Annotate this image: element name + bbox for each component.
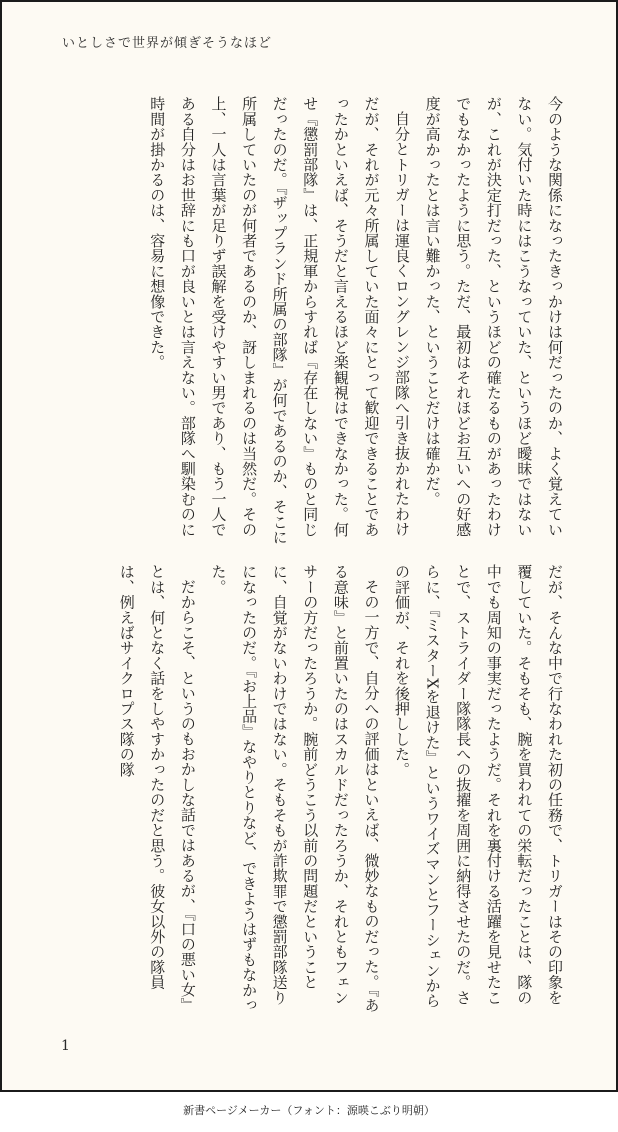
text-block-top bbox=[50, 96, 570, 550]
paragraph: だからこそ、というのもおかしな話ではあるが、『口の悪い女』とは、何となく話をしやすかったのだと思う。彼女以外の隊員は、例えばサイクロプス隊の隊 bbox=[117, 564, 197, 1013]
running-header: いとしさで世界が傾ぎそうなほど bbox=[62, 36, 273, 51]
footer-credit: 新書ページメーカー（フォント：源暎こぶり明朝） bbox=[183, 1104, 435, 1117]
paragraph: 自分とトリガーは運良くロングレンジ部隊へ引き抜かれたわけだが、それが元々所属していた面々にとって歓迎できることであったかといえば、そうだと言えるほど楽観視はできなかった。何せ『懲罰部隊』は、正規軍からすれば『存在しない』ものと同じだったのだ。『ザップランド所属の部隊』が何であるのか、そこに所属していたのが何者であるのか、訝しまれるのは当然だ。その上、一人は言葉が足りず誤解を受けやすい男であり、もう一人である自分はお世辞にも口が良いとは言えない。部隊へ馴染むのに時間が掛かるのは、容易に想像できた。 bbox=[148, 96, 412, 545]
paragraph: 今のような関係になったきっかけは何だったのか、よく覚えていない。気付いた時にはこうなっていた、というほど曖昧ではないが、これが決定打だった、というほどの確たるものがあったわけでもなかったように思う。ただ、最初はそれほどお互いへの好感度が高かったとは言い難かった、ということだけは確かだ。 bbox=[423, 96, 564, 537]
text-block-bottom bbox=[50, 564, 570, 1018]
paragraph: その一方で、自分への評価はといえば、微妙なものだった。『ある意味』と前置いたのはスカルドだったろうか、それともフェンサーの方だったろうか。腕前どうこう以前の問題だということに、自覚がないわけではない。そもそもが詐欺罪で懲罰部隊送りになったのだ。『お上品』なやりとりなど、できようはずもなかった。 bbox=[209, 564, 381, 1013]
paragraph: だが、そんな中で行なわれた初の任務で、トリガーはその印象を覆していた。そもそも、腕を買われての栄転だったことは、隊の中でも周知の事実だったようだ。それを裏付ける活躍を見せたことで、ストライダー隊隊長への抜擢を周囲に納得させたのだ。さらに、『ミスターXを退けた』というワイズマンとフーシェンからの評価が、それを後押しした。 bbox=[393, 564, 564, 1009]
page-number: 1 bbox=[61, 1038, 70, 1054]
